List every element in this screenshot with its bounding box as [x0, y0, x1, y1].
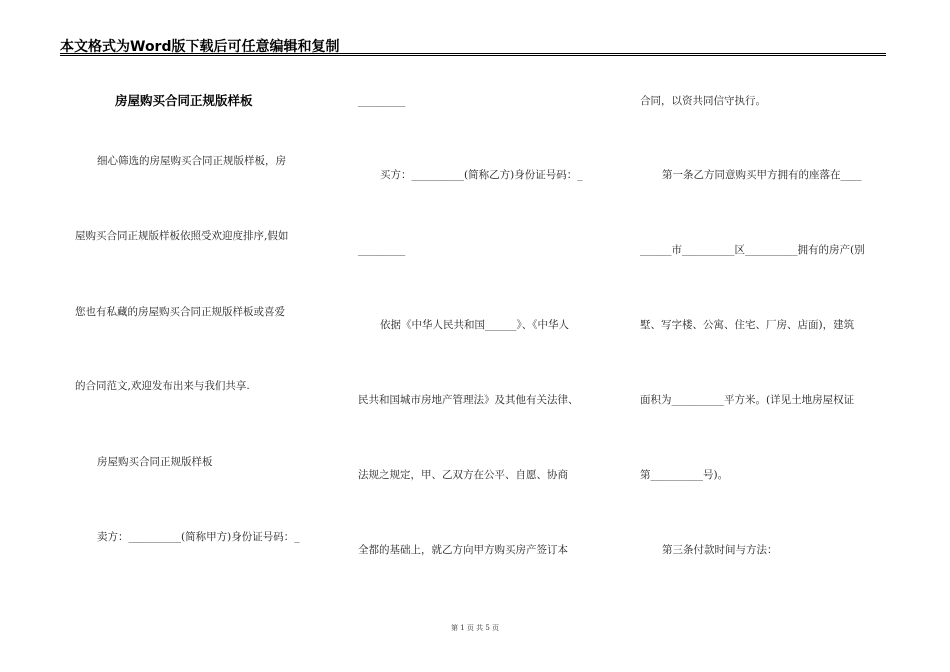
paragraph-line: _________ [358, 95, 406, 107]
section-heading: 房屋购买合同正规版样板 [97, 456, 213, 468]
paragraph-line: 您也有私藏的房屋购买合同正规版样板或喜爱 [75, 306, 285, 318]
paragraph-line: 民共和国城市房地产管理法》及其他有关法律、 [358, 394, 579, 406]
paragraph-line: 墅、写字楼、公寓、住宅、厂房、店面)，建筑 [640, 319, 855, 331]
paragraph-line: 的合同范文,欢迎发布出来与我们共享. [75, 380, 250, 392]
right-column [640, 0, 900, 620]
paragraph-line: 第__________号)。 [640, 469, 729, 481]
paragraph-line: 第一条乙方同意购买甲方拥有的座落在____ [662, 169, 862, 181]
middle-column [358, 0, 618, 620]
paragraph-line: ______市__________区__________拥有的房产(别 [640, 244, 865, 256]
section-heading: 第三条付款时间与方法： [662, 544, 778, 556]
paragraph-line: 面积为__________平方米。(详见土地房屋权证 [640, 394, 855, 406]
paragraph-line: 全都的基础上，就乙方向甲方购买房产签订本 [358, 544, 568, 556]
paragraph-line: 依据《中华人民共和国______》、《中华人 [380, 319, 569, 331]
page-number: 第 1 页 共 5 页 [450, 624, 500, 632]
paragraph-line: 细心筛选的房屋购买合同正规版样板，房 [97, 155, 286, 167]
paragraph-line: 合同，以资共同信守执行。 [640, 95, 766, 107]
document-title: 房屋购买合同正规版样板 [115, 93, 253, 108]
paragraph-line: 法规之规定，甲、乙双方在公平、自愿、协商 [358, 469, 568, 481]
paragraph-line: _________ [358, 244, 406, 256]
document-header: 本文格式为Word版下载后可任意编辑和复制 [60, 39, 340, 55]
paragraph-line: 买方：__________(简称乙方)身份证号码：_ [380, 169, 583, 181]
paragraph-line: 屋购买合同正规版样板依照受欢迎度排序,假如 [75, 230, 289, 242]
paragraph-line: 卖方：__________(简称甲方)身份证号码：_ [97, 531, 300, 543]
left-column [75, 0, 335, 620]
